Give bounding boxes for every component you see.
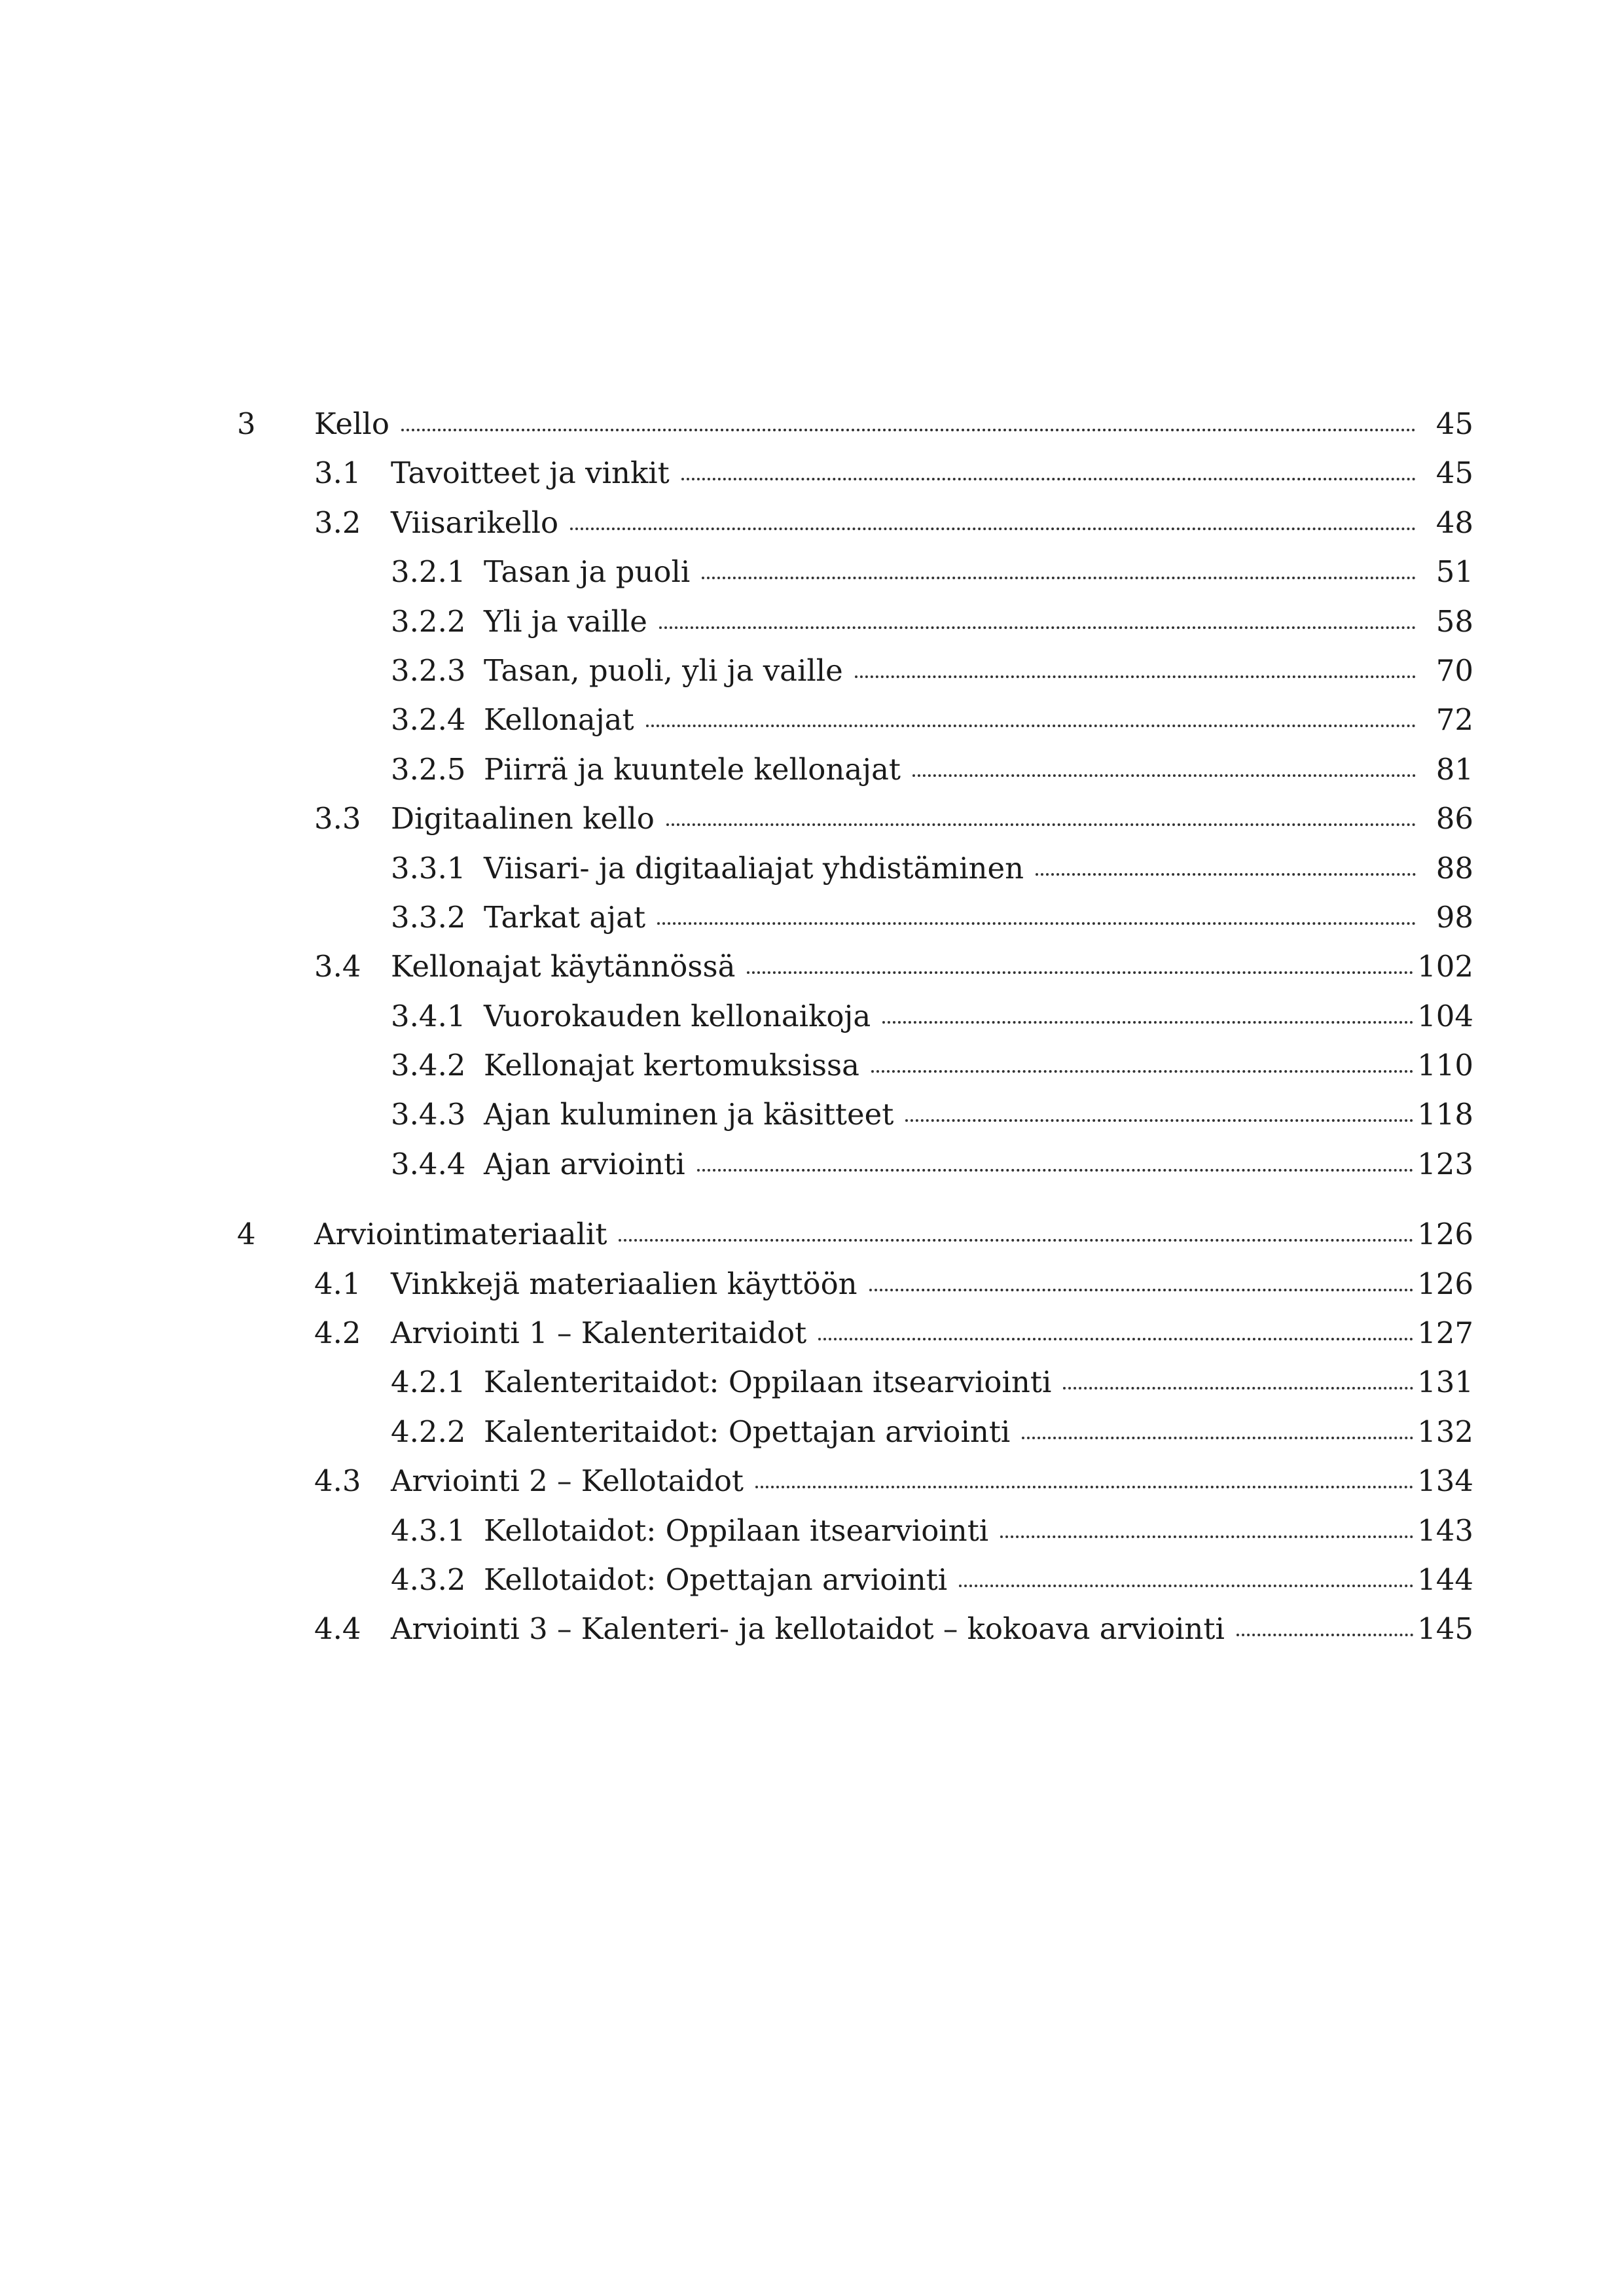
toc-entry-number: 3.2: [314, 505, 361, 540]
toc-entry-page-number: 145: [1417, 1611, 1473, 1647]
dot-leader: [747, 971, 1413, 974]
dot-leader: [818, 1338, 1413, 1340]
toc-entry-title: Vuorokauden kellonaikoja: [484, 998, 871, 1033]
dot-leader: [646, 725, 1416, 727]
toc-entry-number: 3.3.2: [391, 899, 466, 935]
dot-leader: [619, 1239, 1413, 1242]
toc-entry-page-number: 45: [1435, 406, 1473, 441]
toc-entry-title: Tasan ja puoli: [484, 554, 691, 590]
dot-leader: [959, 1585, 1413, 1587]
toc-entry-line: [484, 1139, 1473, 1189]
toc-entry: [0, 1041, 1624, 1090]
toc-entry-title: Arviointi 1 – Kalenteritaidot: [391, 1316, 807, 1351]
toc-entry-number: 4.1: [314, 1266, 361, 1301]
toc-entry-number: 3.2.2: [391, 603, 466, 639]
toc-entry-number: 3.2.1: [391, 554, 466, 590]
toc-entry-line: [391, 448, 1473, 497]
table-of-contents: [0, 399, 1624, 1654]
dot-leader: [905, 1119, 1413, 1122]
dot-leader: [570, 528, 1416, 530]
toc-entry-title: Tasan, puoli, yli ja vaille: [484, 653, 843, 688]
toc-entry-page-number: 104: [1417, 998, 1473, 1033]
toc-entry: [0, 1555, 1624, 1604]
toc-entry-page-number: 132: [1417, 1414, 1473, 1449]
toc-entry-title: Vinkkejä materiaalien käyttöön: [391, 1266, 857, 1301]
toc-entry-line: [484, 745, 1473, 794]
toc-entry-number: 4.2.1: [391, 1365, 466, 1400]
toc-entry-number: 3: [237, 406, 256, 441]
toc-entry-page-number: 98: [1435, 899, 1473, 935]
toc-entry-number: 3.4.4: [391, 1146, 466, 1181]
dot-leader: [869, 1289, 1413, 1291]
toc-entry-line: [391, 1308, 1473, 1357]
dot-leader: [697, 1169, 1413, 1172]
toc-entry-line: [484, 695, 1473, 744]
toc-entry-title: Kalenteritaidot: Opettajan arviointi: [484, 1414, 1011, 1449]
toc-entry-title: Tarkat ajat: [484, 899, 646, 935]
toc-entry: [0, 844, 1624, 893]
toc-entry: [0, 547, 1624, 596]
dot-leader: [882, 1021, 1413, 1024]
toc-entry-line: [484, 992, 1473, 1041]
toc-entry-number: 4: [237, 1217, 256, 1252]
dot-leader: [1063, 1387, 1413, 1390]
toc-entry-line: [314, 1210, 1473, 1259]
toc-entry-line: [484, 1555, 1473, 1604]
dot-leader: [1036, 873, 1416, 876]
toc-entry-title: Arviointi 2 – Kellotaidot: [391, 1463, 744, 1499]
toc-entry-page-number: 51: [1435, 554, 1473, 590]
toc-entry: [0, 448, 1624, 497]
toc-entry-line: [484, 1090, 1473, 1139]
toc-entry-line: [484, 1407, 1473, 1456]
toc-entry-title: Kellonajat käytännössä: [391, 949, 736, 984]
toc-entry-page-number: 86: [1435, 801, 1473, 836]
toc-entry-number: 4.3.1: [391, 1513, 466, 1548]
toc-entry-title: Ajan kuluminen ja käsitteet: [484, 1097, 894, 1132]
toc-entry-line: [391, 498, 1473, 547]
toc-entry-number: 4.2: [314, 1316, 361, 1351]
toc-entry-title: Kellonajat: [484, 702, 634, 738]
toc-entry-page-number: 123: [1417, 1146, 1473, 1181]
toc-entry-number: 3.2.5: [391, 751, 466, 787]
toc-entry: [0, 745, 1624, 794]
toc-entry: [0, 942, 1624, 991]
toc-entry: [0, 399, 1624, 448]
toc-entry: [0, 1139, 1624, 1189]
toc-entry-page-number: 45: [1435, 456, 1473, 491]
toc-entry-number: 3.4.3: [391, 1097, 466, 1132]
toc-entry: [0, 1506, 1624, 1555]
toc-entry-page-number: 72: [1435, 702, 1473, 738]
toc-entry-number: 3.2.3: [391, 653, 466, 688]
toc-entry-page-number: 134: [1417, 1463, 1473, 1499]
toc-entry-page-number: 102: [1417, 949, 1473, 984]
toc-entry-page-number: 127: [1417, 1316, 1473, 1351]
toc-entry-title: Piirrä ja kuuntele kellonajat: [484, 751, 901, 787]
toc-entry-line: [484, 1041, 1473, 1090]
toc-entry-title: Viisarikello: [391, 505, 559, 540]
toc-entry-page-number: 110: [1417, 1048, 1473, 1083]
toc-entry-page-number: 131: [1417, 1365, 1473, 1400]
toc-entry: [0, 893, 1624, 942]
dot-leader: [401, 429, 1416, 431]
toc-entry: [0, 1308, 1624, 1357]
toc-entry-number: 3.4.1: [391, 998, 466, 1033]
toc-entry-line: [391, 942, 1473, 991]
toc-entry-title: Kellotaidot: Oppilaan itsearviointi: [484, 1513, 989, 1548]
dot-leader: [871, 1070, 1413, 1073]
toc-entry-line: [484, 597, 1473, 646]
toc-entry: [0, 1210, 1624, 1259]
toc-entry-line: [484, 1506, 1473, 1555]
toc-entry-title: Kellotaidot: Opettajan arviointi: [484, 1562, 948, 1597]
toc-entry-title: Tavoitteet ja vinkit: [391, 456, 670, 491]
dot-leader: [755, 1486, 1413, 1488]
toc-entry-line: [484, 844, 1473, 893]
dot-leader: [1236, 1634, 1413, 1636]
toc-entry-line: [484, 1357, 1473, 1407]
toc-entry-page-number: 144: [1417, 1562, 1473, 1597]
toc-entry-title: Viisari- ja digitaaliajat yhdistäminen: [484, 850, 1024, 886]
toc-entry: [0, 794, 1624, 843]
toc-entry-number: 3.4.2: [391, 1048, 466, 1083]
dot-leader: [855, 675, 1416, 678]
toc-entry-line: [484, 893, 1473, 942]
dot-leader: [1000, 1535, 1413, 1538]
toc-entry-title: Arviointimateriaalit: [314, 1217, 607, 1252]
toc-entry-page-number: 81: [1435, 751, 1473, 787]
toc-entry-line: [314, 399, 1473, 448]
toc-entry-number: 4.3: [314, 1463, 361, 1499]
toc-entry-page-number: 126: [1417, 1266, 1473, 1301]
toc-entry-page-number: 88: [1435, 850, 1473, 886]
toc-entry: [0, 597, 1624, 646]
toc-entry-line: [484, 547, 1473, 596]
toc-entry-page-number: 70: [1435, 653, 1473, 688]
toc-entry-title: Kello: [314, 406, 389, 441]
toc-entry: [0, 992, 1624, 1041]
dot-leader: [657, 922, 1416, 925]
toc-entry-page-number: 118: [1417, 1097, 1473, 1132]
toc-entry-title: Kalenteritaidot: Oppilaan itsearviointi: [484, 1365, 1052, 1400]
toc-entry-page-number: 58: [1435, 603, 1473, 639]
toc-entry-title: Kellonajat kertomuksissa: [484, 1048, 859, 1083]
toc-entry-line: [484, 646, 1473, 695]
dot-leader: [659, 626, 1416, 629]
toc-entry: [0, 498, 1624, 547]
toc-entry-title: Arviointi 3 – Kalenteri- ja kellotaidot – kokoava arviointi: [391, 1611, 1225, 1647]
dot-leader: [912, 774, 1416, 777]
dot-leader: [681, 478, 1416, 480]
dot-leader: [702, 577, 1416, 579]
toc-entry-number: 3.3.1: [391, 850, 466, 886]
toc-entry-number: 4.4: [314, 1611, 361, 1647]
toc-entry-number: 3.4: [314, 949, 361, 984]
toc-entry-page-number: 48: [1435, 505, 1473, 540]
toc-entry: [0, 1407, 1624, 1456]
dot-leader: [666, 823, 1416, 826]
toc-entry-title: Ajan arviointi: [484, 1146, 685, 1181]
toc-entry-line: [391, 1259, 1473, 1308]
toc-entry-page-number: 143: [1417, 1513, 1473, 1548]
toc-entry: [0, 1357, 1624, 1407]
toc-entry-page-number: 126: [1417, 1217, 1473, 1252]
toc-entry: [0, 1090, 1624, 1139]
toc-entry: [0, 1456, 1624, 1505]
toc-entry-title: Digitaalinen kello: [391, 801, 655, 836]
toc-entry-number: 3.3: [314, 801, 361, 836]
toc-entry-number: 4.2.2: [391, 1414, 466, 1449]
toc-entry-number: 4.3.2: [391, 1562, 466, 1597]
toc-entry-number: 3.2.4: [391, 702, 466, 738]
dot-leader: [1022, 1437, 1413, 1439]
toc-entry-title: Yli ja vaille: [484, 603, 647, 639]
toc-entry: [0, 1259, 1624, 1308]
toc-entry-line: [391, 1456, 1473, 1505]
toc-entry-number: 3.1: [314, 456, 361, 491]
toc-entry-line: [391, 794, 1473, 843]
toc-entry: [0, 646, 1624, 695]
toc-entry-line: [391, 1604, 1473, 1653]
toc-entry: [0, 1604, 1624, 1653]
toc-entry: [0, 695, 1624, 744]
